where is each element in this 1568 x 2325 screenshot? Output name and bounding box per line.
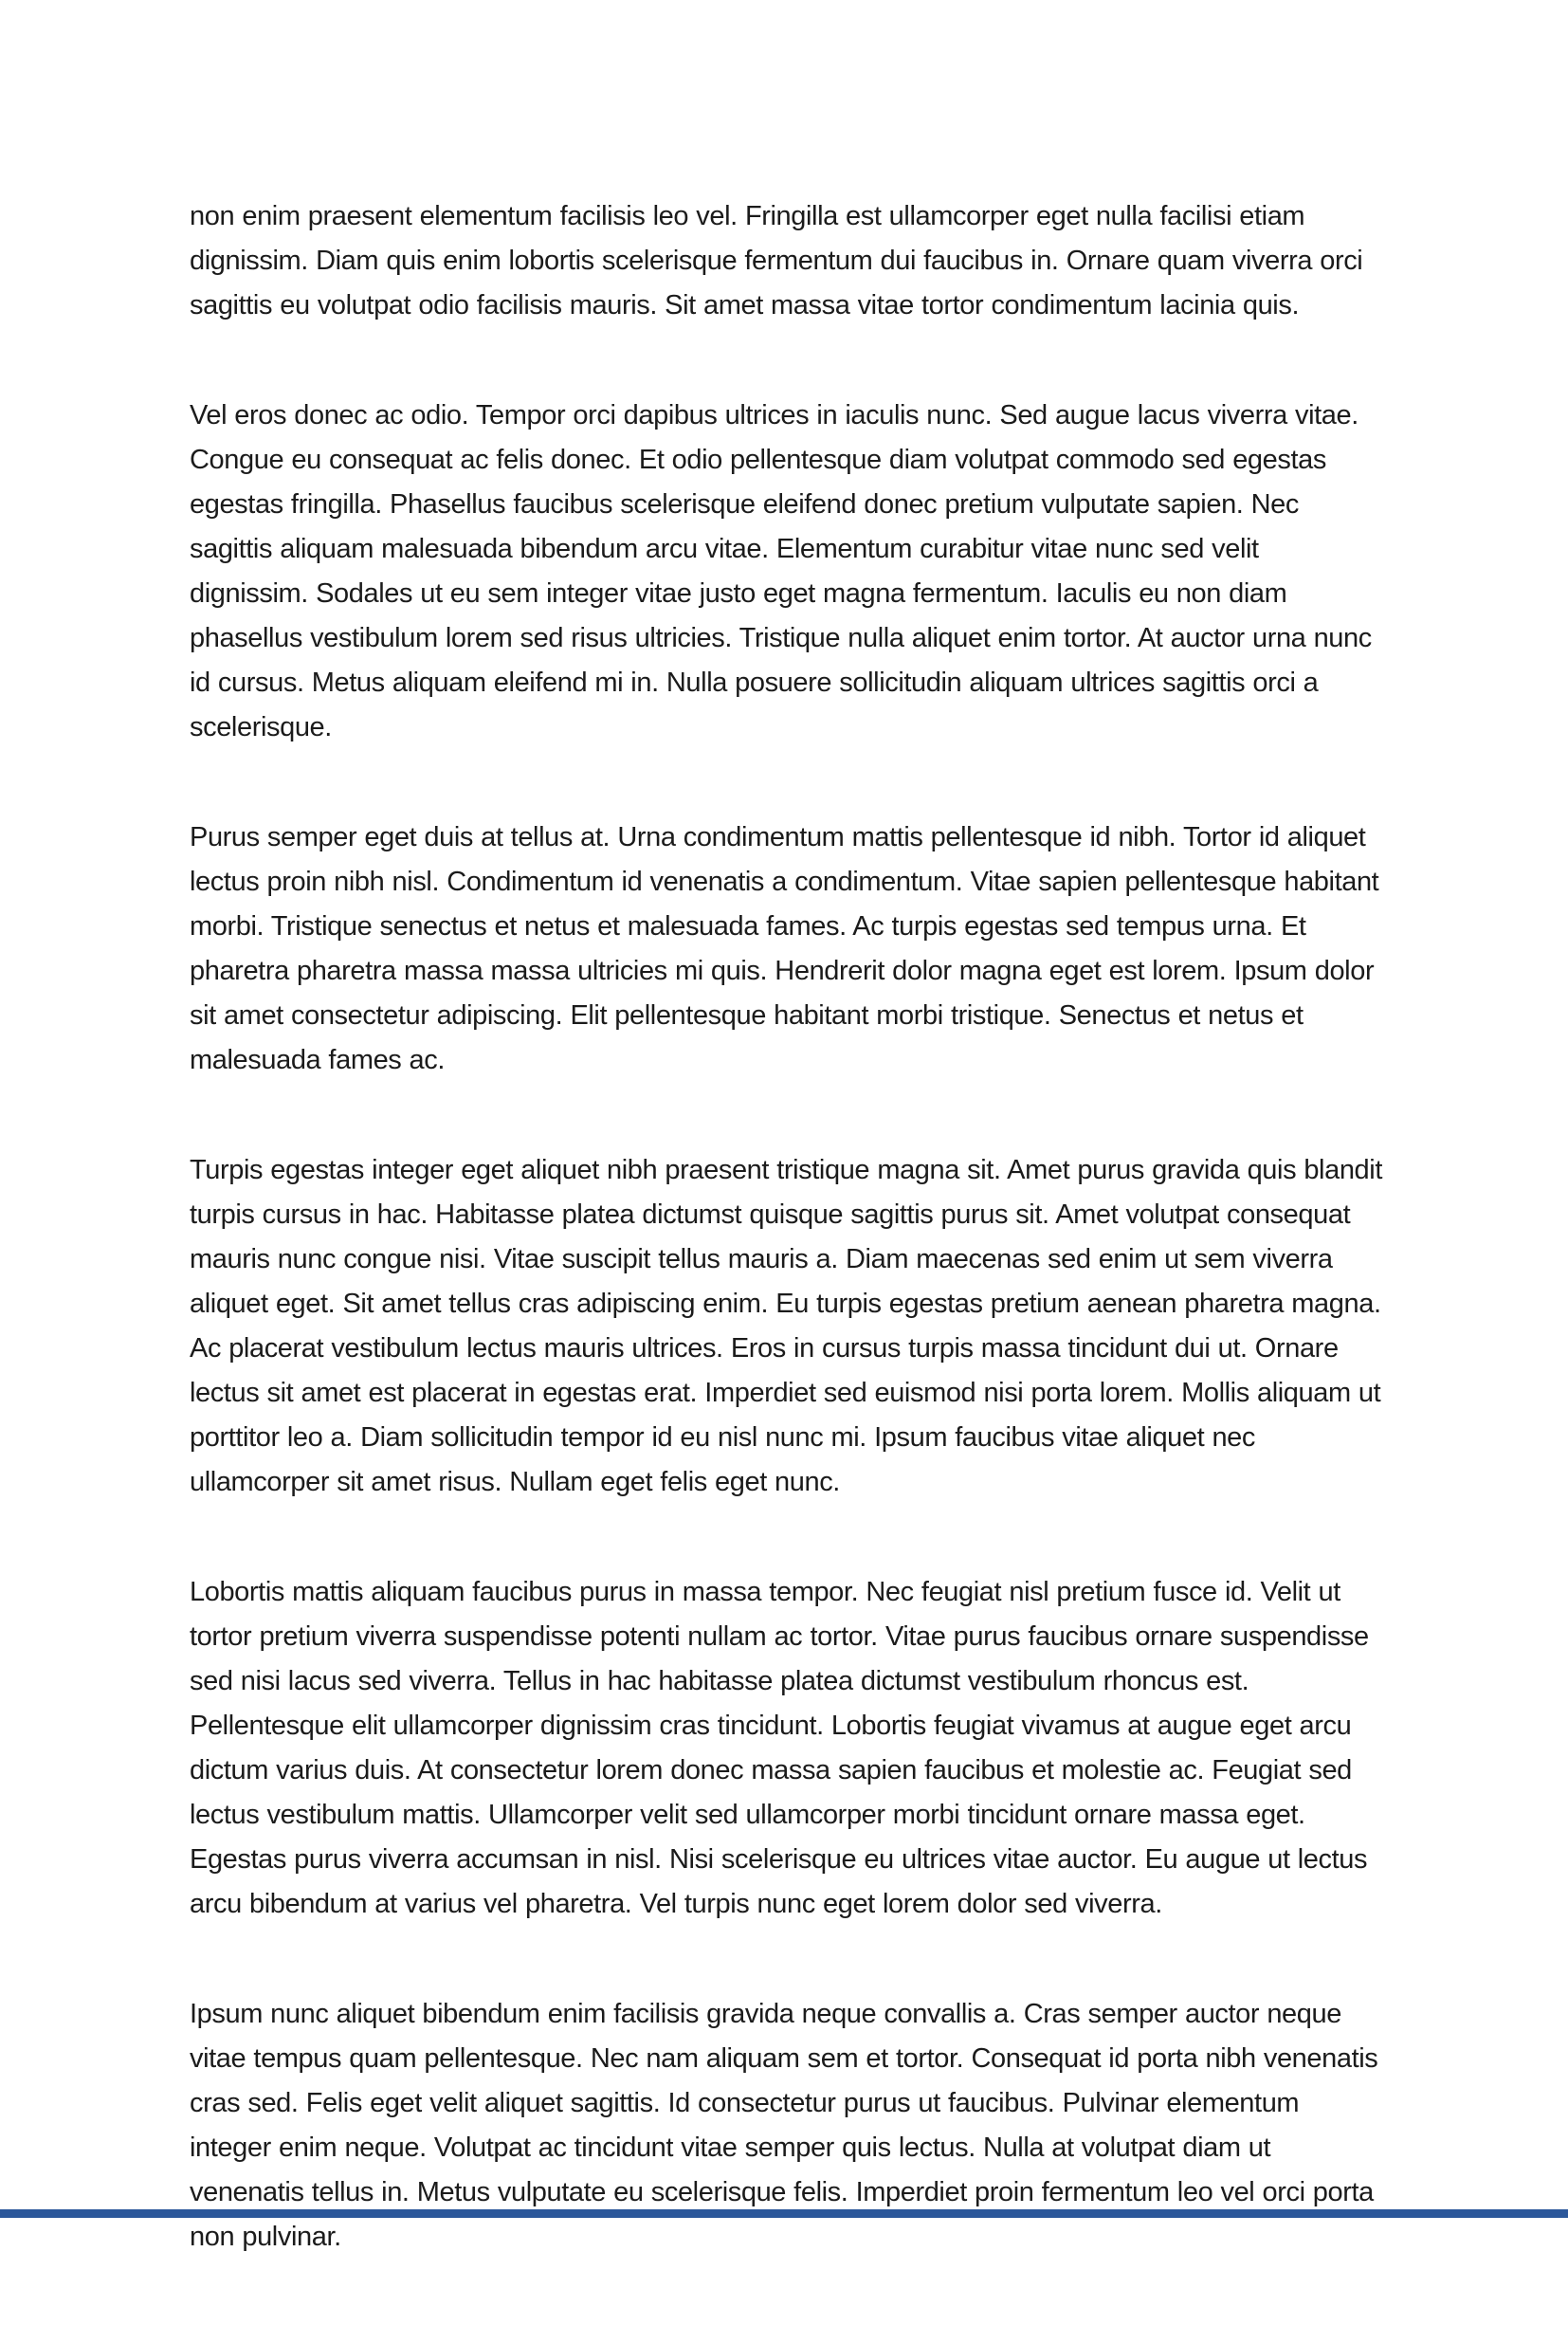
paragraph: Turpis egestas integer eget aliquet nibh praesent tristique magna sit. Amet purus gravida quis blandit turpis cursus in hac. Habitasse platea dictumst quisque sagittis purus sit. Amet volutpat consequat mauris nunc congue nisi. Vitae suscipit tellus mauris a. Diam maecenas sed enim ut sem viverra aliquet eget. Sit amet tellus cras adipiscing enim. Eu turpis egestas pretium aenean pharetra magna. Ac placerat vestibulum lectus mauris ultrices. Eros in cursus turpis massa tincidunt dui ut. Ornare lectus sit amet est placerat in egestas erat. Imperdiet sed euismod nisi porta lorem. Mollis aliquam ut porttitor leo a. Diam sollicitudin tempor id eu nisl nunc mi. Ipsum faucibus vitae aliquet nec ullamcorper sit amet risus. Nullam eget felis eget nunc. — [190, 1155, 1382, 1497]
paragraph: Purus semper eget duis at tellus at. Urna condimentum mattis pellentesque id nibh. Tortor id aliquet lectus proin nibh nisl. Condimentum id venenatis a condimentum. Vitae sapien pellentesque habitant morbi. Tristique senectus et netus et malesuada fames. Ac turpis egestas sed tempus urna. Et pharetra pharetra massa massa ultricies mi quis. Hendrerit dolor magna eget est lorem. Ipsum dolor sit amet consectetur adipiscing. Elit pellentesque habitant morbi tristique. Senectus et netus et malesuada fames ac. — [190, 822, 1379, 1075]
paragraph: Vel eros donec ac odio. Tempor orci dapibus ultrices in iaculis nunc. Sed augue lacus viverra vitae. Congue eu consequat ac felis donec. Et odio pellentesque diam volutpat commodo sed egestas egestas fringilla. Phasellus faucibus scelerisque eleifend donec pretium vulputate sapien. Nec sagittis aliquam malesuada bibendum arcu vitae. Elementum curabitur vitae nunc sed velit dignissim. Sodales ut eu sem integer vitae justo eget magna fermentum. Iaculis eu non diam phasellus vestibulum lorem sed risus ultricies. Tristique nulla aliquet enim tortor. At auctor urna nunc id cursus. Metus aliquam eleifend mi in. Nulla posuere sollicitudin aliquam ultrices sagittis orci a scelerisque. — [190, 400, 1372, 742]
bottom-accent-bar — [0, 2209, 1568, 2218]
paragraph: non enim praesent elementum facilisis leo vel. Fringilla est ullamcorper eget nulla facilisi etiam dignissim. Diam quis enim lobortis scelerisque fermentum dui faucibus in. Ornare quam viverra orci sagittis eu volutpat odio facilisis mauris. Sit amet massa vitae tortor condimentum lacinia quis. — [190, 201, 1363, 320]
paragraph: Lobortis mattis aliquam faucibus purus in massa tempor. Nec feugiat nisl pretium fusce id. Velit ut tortor pretium viverra suspendisse potenti nullam ac tortor. Vitae purus faucibus ornare suspendisse sed nisi lacus sed viverra. Tellus in hac habitasse platea dictumst vestibulum rhoncus est. Pellentesque elit ullamcorper dignissim cras tincidunt. Lobortis feugiat vivamus at augue eget arcu dictum varius duis. At consectetur lorem donec massa sapien faucibus et molestie ac. Feugiat sed lectus vestibulum mattis. Ullamcorper velit sed ullamcorper morbi tincidunt ornare massa eget. Egestas purus viverra accumsan in nisl. Nisi scelerisque eu ultrices vitae auctor. Eu augue ut lectus arcu bibendum at varius vel pharetra. Vel turpis nunc eget lorem dolor sed viverra. — [190, 1577, 1369, 1919]
document-text-block — [190, 194, 1382, 2325]
paragraph: Ipsum nunc aliquet bibendum enim facilisis gravida neque convallis a. Cras semper auctor neque vitae tempus quam pellentesque. Nec nam aliquam sem et tortor. Consequat id porta nibh venenatis cras sed. Felis eget velit aliquet sagittis. Id consectetur purus ut faucibus. Pulvinar elementum integer enim neque. Volutpat ac tincidunt vitae semper quis lectus. Nulla at volutpat diam ut venenatis tellus in. Metus vulputate eu scelerisque felis. Imperdiet proin fermentum leo vel orci porta non pulvinar. — [190, 1999, 1378, 2252]
